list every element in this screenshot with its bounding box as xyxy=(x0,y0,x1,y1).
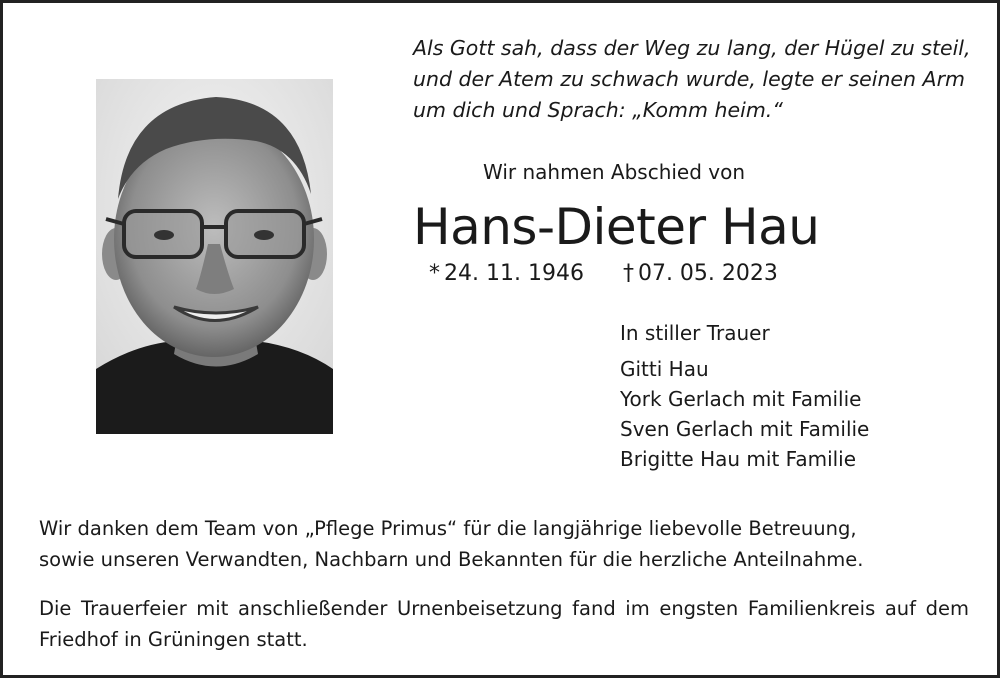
death-cross-icon: † xyxy=(622,261,634,286)
portrait-photo xyxy=(96,79,333,434)
poem-line: um dich und Sprach: „Komm heim.“ xyxy=(413,98,783,122)
mourners-intro: In stiller Trauer xyxy=(620,321,770,345)
thanks-line: sowie unseren Verwandten, Nachbarn und Bekannten für die herzliche Anteilnahme. xyxy=(39,548,864,571)
mourner-name: Brigitte Hau mit Familie xyxy=(620,447,857,471)
mourner-name: Sven Gerlach mit Familie xyxy=(620,417,870,441)
poem-line: und der Atem zu schwach wurde, legte er seinen Arm xyxy=(413,67,965,91)
portrait-image xyxy=(96,79,333,434)
poem xyxy=(413,33,983,126)
thanks-paragraph xyxy=(39,513,979,575)
mourner-name: York Gerlach mit Familie xyxy=(620,387,862,411)
deceased-name: Hans-Dieter Hau xyxy=(413,198,820,256)
farewell-intro: Wir nahmen Abschied von xyxy=(483,160,746,184)
service-paragraph: Die Trauerfeier mit anschließender Urnenbeisetzung fand im engsten Familienkreis auf dem Friedhof in Grüningen statt. xyxy=(39,597,969,651)
poem-line: Als Gott sah, dass der Weg zu lang, der Hügel zu steil, xyxy=(413,36,971,60)
birth-symbol-icon: * xyxy=(429,261,440,286)
life-dates xyxy=(429,261,778,286)
birth-date: 24. 11. 1946 xyxy=(444,261,584,286)
death-date: 07. 05. 2023 xyxy=(637,261,778,286)
thanks-line: Wir danken dem Team von „Pflege Primus“ für die langjährige liebevolle Betreuung, xyxy=(39,517,857,540)
mourners-block xyxy=(620,318,869,474)
mourner-name: Gitti Hau xyxy=(620,357,709,381)
